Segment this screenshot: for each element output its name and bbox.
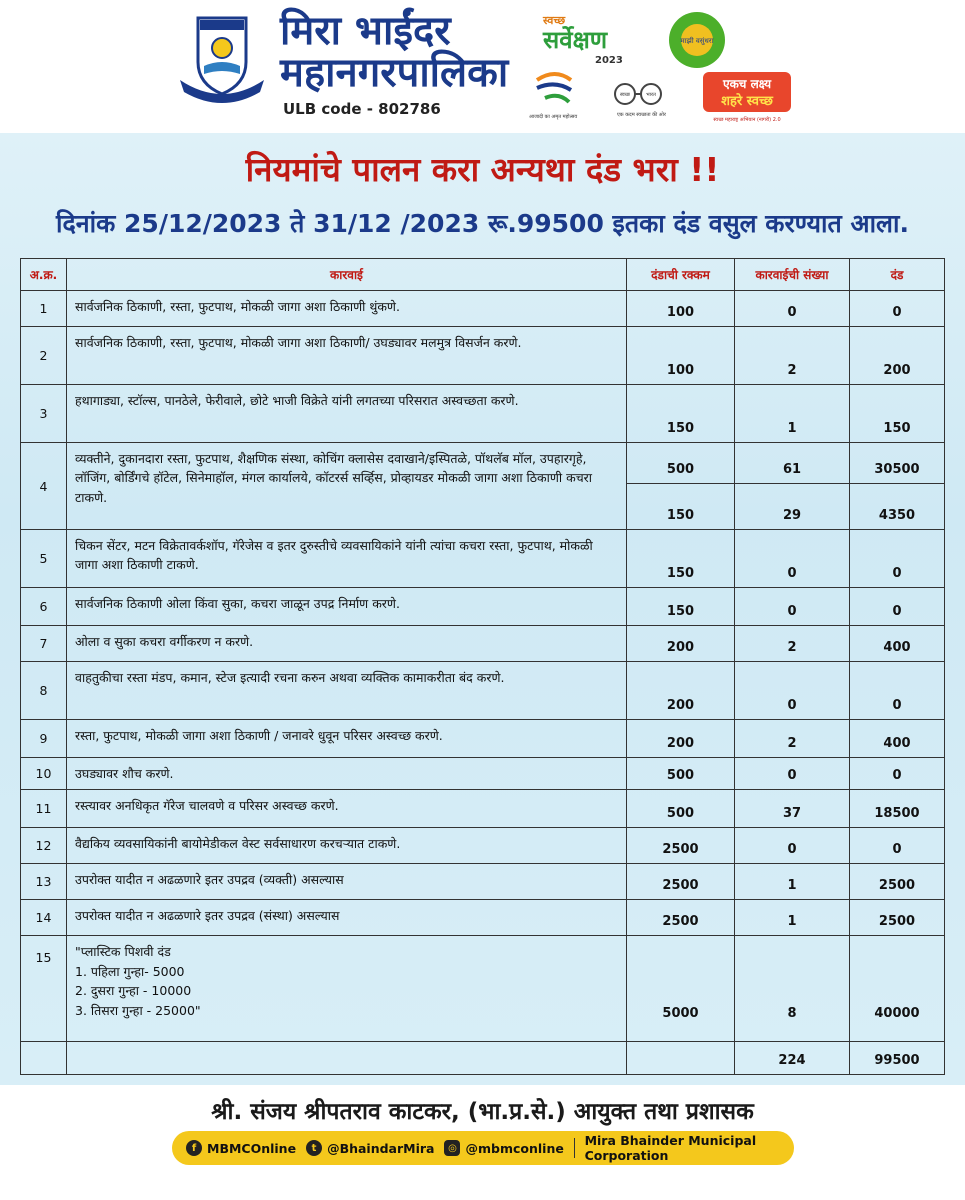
sr-cell: 15 [21, 936, 67, 1042]
count-cell: 0 [735, 828, 850, 864]
sr-cell: 12 [21, 828, 67, 864]
col-count: कारवाईची संख्या [735, 259, 850, 291]
desc-cell: सार्वजनिक ठिकाणी ओला किंवा सुका, कचरा जाळून उपद्र निर्माण करणे. [67, 588, 627, 626]
fine-cell: 0 [850, 291, 945, 327]
org-name-line2: महानगरपालिका [280, 50, 509, 96]
count-cell: 2 [735, 626, 850, 662]
fine-cell: 0 [850, 588, 945, 626]
rate-cell: 5000 [627, 936, 735, 1042]
table-row [21, 864, 945, 900]
sr-cell: 8 [21, 662, 67, 720]
desc-cell: सार्वजनिक ठिकाणी, रस्ता, फुटपाथ, मोकळी जागा अशा ठिकाणी थुंकणे. [67, 291, 627, 327]
social-bar [172, 1131, 794, 1165]
fine-cell: 18500 [850, 790, 945, 828]
desc-cell: हथागाड्या, स्टॉल्स, पानठेले, फेरीवाले, छोटे भाजी विक्रेते यांनी लगतच्या परिसरात अस्वच्छता करणे. [67, 385, 627, 443]
sr-cell: 4 [21, 443, 67, 530]
sr-cell: 5 [21, 530, 67, 588]
instagram-handle: @mbmconline [465, 1140, 564, 1156]
count-cell: 37 [735, 790, 850, 828]
facebook-icon: f [186, 1140, 202, 1156]
amrit-caption: आजादी का अमृत महोत्सव [529, 114, 578, 120]
bharat-caption: एक कदम स्वच्छता की ओर [617, 112, 666, 118]
desc-cell: उघड्यावर शौच करणे. [67, 758, 627, 790]
table-row [21, 936, 945, 1042]
table-row [21, 720, 945, 758]
total-row [21, 1042, 945, 1075]
table-row [21, 828, 945, 864]
sr-cell: 10 [21, 758, 67, 790]
count-cell: 0 [735, 588, 850, 626]
col-action: कारवाई [67, 259, 627, 291]
table-row [21, 900, 945, 936]
org-name-english: Mira Bhainder Municipal Corporation [584, 1133, 757, 1163]
sr-cell: 1 [21, 291, 67, 327]
municipal-crest-logo [178, 14, 266, 109]
table-row [21, 327, 945, 385]
sr-cell: 13 [21, 864, 67, 900]
sr-cell: 14 [21, 900, 67, 936]
sr-cell: 2 [21, 327, 67, 385]
plastic-title: "प्लास्टिक पिशवी दंड [75, 944, 171, 960]
table-row [21, 758, 945, 790]
rate-cell: 2500 [627, 864, 735, 900]
table-row [21, 385, 945, 443]
campaign-line1: एकच लक्ष्य [722, 77, 772, 91]
instagram-icon: ◎ [444, 1140, 460, 1156]
count-cell: 2 [735, 327, 850, 385]
sr-cell: 11 [21, 790, 67, 828]
divider [574, 1138, 575, 1158]
fine-cell: 2500 [850, 900, 945, 936]
fine-cell: 0 [850, 662, 945, 720]
count-cell: 8 [735, 936, 850, 1042]
count-cell: 1 [735, 385, 850, 443]
swachh-main: सर्वेक्षण [543, 26, 608, 54]
table-row [21, 588, 945, 626]
count-cell: 1 [735, 900, 850, 936]
rate-cell: 500 [627, 443, 735, 484]
count-cell: 0 [735, 291, 850, 327]
glasses-right: भारत [646, 92, 656, 98]
table-row [21, 291, 945, 327]
rate-cell: 150 [627, 484, 735, 530]
org-name [280, 10, 508, 94]
count-cell: 0 [735, 662, 850, 720]
badge-strip: स्वच्छ महाराष्ट्र अभियान (नागरी) 2.0 [713, 117, 781, 123]
swachh-top: स्वच्छ [543, 14, 566, 27]
fine-cell: 2500 [850, 864, 945, 900]
table-row [21, 662, 945, 720]
count-cell: 0 [735, 758, 850, 790]
table-row [21, 790, 945, 828]
table-row [21, 530, 945, 588]
desc-cell: उपरोक्त यादीत न अढळणारे इतर उपद्रव (संस्था) असल्यास [67, 900, 627, 936]
ulb-code: ULB code - 802786 [283, 100, 441, 118]
fine-cell: 150 [850, 385, 945, 443]
desc-cell [67, 936, 627, 1042]
total-fine: 99500 [850, 1042, 945, 1075]
table-row [21, 443, 945, 484]
table-header-row [21, 259, 945, 291]
desc-cell: वैद्यकिय व्यवसायिकांनी बायोमेडीकल वेस्ट सर्वसाधारण करचऱ्यात टाकणे. [67, 828, 627, 864]
rate-cell: 500 [627, 790, 735, 828]
plastic-line: 2. दुसरा गुन्हा - 10000 [75, 983, 192, 999]
swachh-year: 2023 [595, 55, 623, 66]
fine-cell: 0 [850, 758, 945, 790]
campaign-logos [525, 10, 805, 125]
col-fine: दंड [850, 259, 945, 291]
rate-cell: 200 [627, 626, 735, 662]
fine-cell: 4350 [850, 484, 945, 530]
facebook-link[interactable] [186, 1140, 296, 1156]
glasses-left: स्वच्छ [619, 92, 631, 98]
fine-cell: 400 [850, 626, 945, 662]
officer-name: श्री. संजय श्रीपतराव काटकर, (भा.प्र.से.) आयुक्त तथा प्रशासक [211, 1099, 754, 1125]
desc-cell: रस्ता, फुटपाथ, मोकळी जागा अशा ठिकाणी / जनावरे धुवून परिसर अस्वच्छ करणे. [67, 720, 627, 758]
rate-cell: 2500 [627, 900, 735, 936]
rate-cell: 150 [627, 385, 735, 443]
desc-cell: वाहतुकीचा रस्ता मंडप, कमान, स्टेज इत्यादी रचना करुन अथवा व्यक्तिक कामाकरीता बंद करणे. [67, 662, 627, 720]
fine-cell: 200 [850, 327, 945, 385]
twitter-link[interactable] [306, 1140, 434, 1156]
rate-cell: 200 [627, 720, 735, 758]
col-rate: दंडाची रक्कम [627, 259, 735, 291]
sr-cell: 6 [21, 588, 67, 626]
plastic-line: 1. पहिला गुन्हा- 5000 [75, 963, 185, 979]
total-count: 224 [735, 1042, 850, 1075]
count-cell: 0 [735, 530, 850, 588]
desc-cell: सार्वजनिक ठिकाणी, रस्ता, फुटपाथ, मोकळी जागा अशा ठिकाणी/ उघड्यावर मलमुत्र विसर्जन करणे. [67, 327, 627, 385]
plastic-line: 3. तिसरा गुन्हा - 25000" [75, 1002, 201, 1018]
desc-cell: उपरोक्त यादीत न अढळणारे इतर उपद्रव (व्यक्ती) असल्यास [67, 864, 627, 900]
fine-cell: 40000 [850, 936, 945, 1042]
org-name-line1: मिरा भाईंदर [280, 8, 451, 54]
sr-cell: 3 [21, 385, 67, 443]
rate-cell: 150 [627, 588, 735, 626]
rate-cell: 500 [627, 758, 735, 790]
rate-cell: 100 [627, 327, 735, 385]
desc-cell: व्यक्तीने, दुकानदारा रस्ता, फुटपाथ, शैक्षणिक संस्था, कोचिंग क्लासेस दवाखाने/इस्पितळे, पॉथलॅब मॉल, उपहारगृहे, लॉजिंग, बोर्डिंगचे हॉटेल, सिनेमाहॉल, मंगल कार्यालये, कॉटरर्स सर्व्हिस, प्रोव्हायडर मोकळी जागा अशा ठिकाणी कचरा टाकणे. [67, 443, 627, 530]
campaign-line2: शहरे स्वच्छ [721, 94, 773, 109]
fines-table [20, 258, 945, 1075]
fine-cell: 30500 [850, 443, 945, 484]
table-row [21, 626, 945, 662]
fine-cell: 400 [850, 720, 945, 758]
desc-cell: रस्त्यावर अनधिकृत गॅरेज चालवणे व परिसर अस्वच्छ करणे. [67, 790, 627, 828]
count-cell: 61 [735, 443, 850, 484]
summary: दिनांक 25/12/2023 ते 31/12 /2023 रू.99500 इतका दंड वसुल करण्यात आला. [56, 209, 909, 238]
rate-cell: 150 [627, 530, 735, 588]
header [0, 0, 965, 133]
instagram-link[interactable] [444, 1140, 563, 1156]
count-cell: 2 [735, 720, 850, 758]
twitter-icon: t [306, 1140, 322, 1156]
facebook-handle: MBMCOnline [207, 1140, 297, 1156]
sr-cell: 7 [21, 626, 67, 662]
col-sr: अ.क्र. [21, 259, 67, 291]
desc-cell: चिकन सेंटर, मटन विक्रेतावर्कशॉप, गॅरेजेस व इतर दुरुस्तीचे व्यवसायिकांने यांनी त्यांचा कचरा रस्ता, फुटपाथ, मोकळी जागा अशा ठिकाणी टाकणे. [67, 530, 627, 588]
sr-cell: 9 [21, 720, 67, 758]
count-cell: 1 [735, 864, 850, 900]
twitter-handle: @BhaindarMira [327, 1140, 435, 1156]
rate-cell: 2500 [627, 828, 735, 864]
rate-cell: 100 [627, 291, 735, 327]
fine-cell: 0 [850, 828, 945, 864]
fine-cell: 0 [850, 530, 945, 588]
count-cell: 29 [735, 484, 850, 530]
slogan: नियमांचे पालन करा अन्यथा दंड भरा !! [245, 150, 720, 189]
rate-cell: 200 [627, 662, 735, 720]
mazi-text: माझी वसुंधरा [680, 37, 714, 45]
desc-cell: ओला व सुका कचरा वर्गीकरण न करणे. [67, 626, 627, 662]
